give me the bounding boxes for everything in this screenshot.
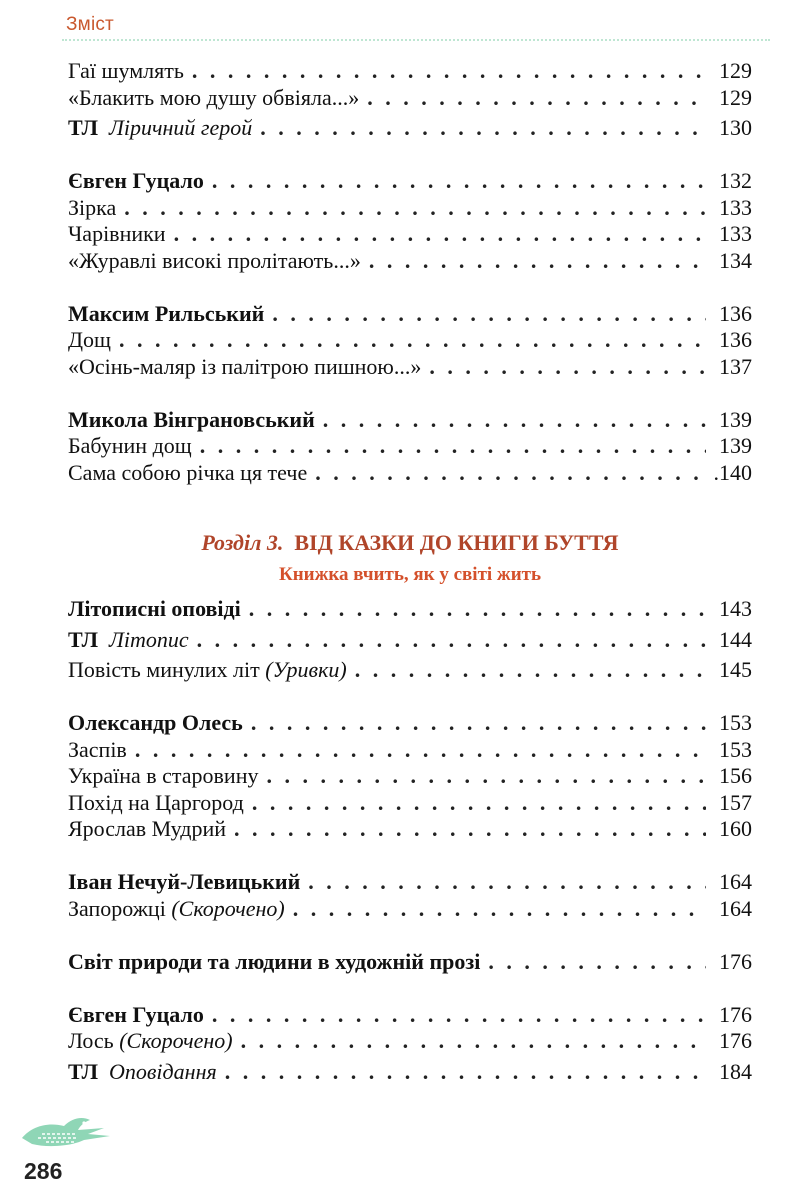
toc-entry-text: Повість минулих літ xyxy=(68,657,260,682)
toc-entry-page: 153 xyxy=(719,736,752,762)
toc-entry-title xyxy=(68,354,421,381)
toc-entry-page: 157 xyxy=(719,789,752,815)
table-of-contents xyxy=(68,58,752,1085)
dot-leader xyxy=(429,354,706,381)
toc-entry-text: «Блакить мою душу обвіяла...» xyxy=(68,84,360,110)
toc-entry-tl-label: ТЛ xyxy=(68,1058,98,1084)
toc-entry-title xyxy=(68,248,361,275)
toc-entry-title xyxy=(68,816,226,843)
toc-entry-page: 145 xyxy=(719,657,752,682)
toc-entry-page: 136 xyxy=(719,327,752,352)
toc-entry-page: 130 xyxy=(719,115,752,140)
toc-entry-text: Максим Рильський xyxy=(68,300,265,326)
toc-entry-italic: Оповідання xyxy=(108,1058,217,1084)
toc-entry-text: Микола Вінграновський xyxy=(68,406,315,432)
dot-leader xyxy=(367,85,706,112)
toc-entry xyxy=(68,85,752,112)
toc-entry-title xyxy=(68,1002,204,1029)
toc-entry-title xyxy=(68,869,300,896)
toc-entry-page: 176 xyxy=(719,1001,752,1027)
dot-leader xyxy=(241,1028,706,1055)
toc-entry xyxy=(68,710,752,737)
dot-leader xyxy=(249,596,706,623)
dot-leader xyxy=(212,168,706,195)
toc-entry-page: .140 xyxy=(713,459,752,485)
toc-entry-title xyxy=(68,195,116,222)
toc-entry-page: 139 xyxy=(719,433,752,458)
toc-entry xyxy=(68,1028,752,1055)
toc-entry-page: 136 xyxy=(719,300,752,326)
toc-entry xyxy=(68,327,752,354)
toc-entry xyxy=(68,596,752,623)
toc-entry-page: 132 xyxy=(719,168,752,193)
toc-entry-italic: (Уривки) xyxy=(265,657,347,682)
dot-leader xyxy=(266,763,706,790)
toc-entry-text: Україна в старовину xyxy=(68,763,259,788)
toc-entry-title xyxy=(68,737,127,764)
section-title: ВІД КАЗКИ ДО КНИГИ БУТТЯ xyxy=(294,530,619,555)
dot-leader xyxy=(488,949,706,976)
toc-entry xyxy=(68,301,752,328)
dot-leader xyxy=(369,248,706,275)
toc-entry-text: «Журавлі високі пролітають...» xyxy=(68,247,361,273)
toc-entry-page: 184 xyxy=(719,1058,752,1084)
toc-entry xyxy=(68,354,752,381)
toc-entry-text: Лось xyxy=(68,1028,114,1053)
toc-entry-title xyxy=(68,115,252,142)
toc-entry-page: 176 xyxy=(719,948,752,974)
toc-entry-title xyxy=(68,596,241,623)
dot-leader xyxy=(119,327,706,354)
toc-entry-title xyxy=(68,327,111,354)
toc-entry xyxy=(68,58,752,85)
toc-entry xyxy=(68,248,752,275)
section-subtitle: Книжка вчить, як у світі жить xyxy=(278,564,542,585)
toc-entry-italic: (Скорочено) xyxy=(119,1028,233,1053)
toc-entry-tl-label: ТЛ xyxy=(68,626,98,652)
toc-entry-title xyxy=(68,433,192,460)
toc-entry-title xyxy=(68,58,184,85)
toc-entry xyxy=(68,790,752,817)
dot-leader xyxy=(251,710,706,737)
toc-entry-text: Іван Нечуй-Левицький xyxy=(68,869,301,894)
toc-entry-text: Бабунин дощ xyxy=(68,433,192,458)
toc-entry-italic: (Скорочено) xyxy=(171,895,285,921)
dot-leader xyxy=(323,407,706,434)
toc-entry-text: Сама собою річка ця тече xyxy=(68,459,308,485)
section-heading xyxy=(68,528,752,558)
toc-entry-page: 143 xyxy=(719,596,752,621)
dot-leader xyxy=(234,816,706,843)
toc-entry xyxy=(68,460,752,487)
toc-entry-title xyxy=(68,301,264,328)
toc-entry-text: Євген Гуцало xyxy=(68,1001,204,1027)
toc-entry xyxy=(68,115,752,142)
toc-entry xyxy=(68,1002,752,1029)
dot-leader xyxy=(212,1002,706,1029)
toc-group-before-section xyxy=(68,58,752,486)
toc-entry-text: Гаї шумлять xyxy=(68,58,184,83)
toc-entry-text: Олександр Олесь xyxy=(68,710,243,735)
toc-entry-italic: Ліричний герой xyxy=(108,115,253,140)
page-number: 286 xyxy=(24,1158,63,1184)
toc-entry-title xyxy=(68,710,243,737)
dot-leader xyxy=(315,460,706,487)
toc-entry xyxy=(68,168,752,195)
toc-entry-text: Євген Гуцало xyxy=(68,168,204,193)
toc-entry-italic: Літопис xyxy=(108,626,189,652)
dot-leader xyxy=(174,221,706,248)
toc-entry-title xyxy=(68,168,204,195)
toc-entry-text: Похід на Царгород xyxy=(68,789,244,815)
toc-entry xyxy=(68,949,752,976)
toc-entry-page: 164 xyxy=(719,895,752,921)
toc-entry xyxy=(68,195,752,222)
toc-entry-text: Заспів xyxy=(68,736,127,762)
toc-entry xyxy=(68,869,752,896)
dot-leader xyxy=(200,433,706,460)
toc-entry-title xyxy=(68,407,315,434)
toc-entry-tl-label: ТЛ xyxy=(68,115,98,140)
toc-entry xyxy=(68,816,752,843)
toc-entry-title xyxy=(68,1028,233,1055)
bird-icon xyxy=(18,1108,114,1152)
toc-entry-text: Світ природи та людини в художній прозі xyxy=(68,948,481,974)
toc-entry-title xyxy=(68,790,244,817)
toc-entry-text: Літописні оповіді xyxy=(68,596,241,621)
running-header: Зміст xyxy=(66,14,114,35)
toc-entry-title xyxy=(68,763,258,790)
dot-leader xyxy=(192,58,706,85)
toc-entry xyxy=(68,896,752,923)
toc-entry xyxy=(68,763,752,790)
dot-leader xyxy=(293,896,706,923)
dot-leader xyxy=(252,790,706,817)
dot-leader xyxy=(260,115,706,142)
toc-entry-page: 134 xyxy=(719,247,752,273)
dot-leader xyxy=(135,737,706,764)
toc-entry-title xyxy=(68,85,359,112)
toc-entry-page: 129 xyxy=(719,84,752,110)
toc-entry-text: «Осінь-маляр із палітрою пишною...» xyxy=(68,353,422,379)
dot-leader xyxy=(225,1059,706,1086)
toc-entry-page: 144 xyxy=(719,626,752,652)
toc-group-section-3 xyxy=(68,596,752,1085)
toc-entry xyxy=(68,221,752,248)
dot-leader xyxy=(197,627,706,654)
dot-leader xyxy=(355,657,706,684)
toc-entry-page: 153 xyxy=(719,710,752,735)
section-label: Розділ 3. xyxy=(201,530,284,555)
toc-entry-page: 133 xyxy=(719,194,752,220)
toc-entry-title xyxy=(68,657,347,684)
toc-entry xyxy=(68,737,752,764)
toc-entry-title xyxy=(68,1059,217,1086)
header-divider xyxy=(62,39,770,43)
toc-entry-text: Запорожці xyxy=(68,895,166,921)
dot-leader xyxy=(272,301,706,328)
toc-entry xyxy=(68,657,752,684)
toc-entry-text: Зірка xyxy=(68,194,117,220)
toc-entry-text: Чарівники xyxy=(68,221,166,246)
toc-entry-page: 129 xyxy=(719,58,752,83)
toc-entry-title xyxy=(68,949,480,976)
toc-entry-text: Ярослав Мудрий xyxy=(68,816,226,841)
toc-entry-text: Дощ xyxy=(68,327,111,352)
toc-entry xyxy=(68,433,752,460)
toc-entry-title xyxy=(68,627,189,654)
toc-entry xyxy=(68,627,752,654)
dot-leader xyxy=(308,869,706,896)
toc-entry-page: 133 xyxy=(719,221,752,246)
toc-entry-title xyxy=(68,896,285,923)
dot-leader xyxy=(124,195,706,222)
toc-entry-title xyxy=(68,221,166,248)
toc-entry-page: 156 xyxy=(719,763,752,788)
toc-entry-title xyxy=(68,460,307,487)
toc-entry-page: 176 xyxy=(719,1028,752,1053)
toc-entry-page: 139 xyxy=(719,406,752,432)
toc-entry-page: 160 xyxy=(719,816,752,841)
toc-entry xyxy=(68,407,752,434)
toc-entry-page: 137 xyxy=(719,353,752,379)
toc-entry-page: 164 xyxy=(719,869,752,894)
toc-entry xyxy=(68,1059,752,1086)
